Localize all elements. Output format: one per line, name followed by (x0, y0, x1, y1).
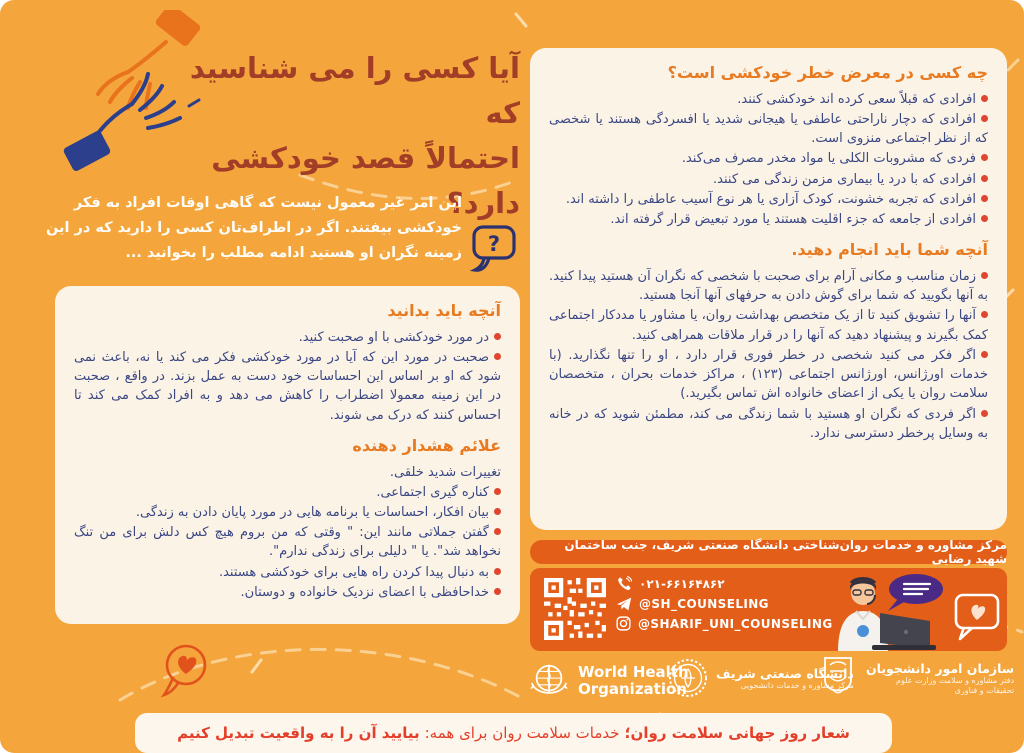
section-heading-know: آنچه باید بدانید (387, 301, 501, 320)
phone-icon (616, 576, 632, 592)
section-heading-risk: چه کسی در معرض خطر خودکشی است؟ (667, 63, 988, 82)
title-line-1: آیا کسی را می شناسید که (189, 51, 520, 130)
qr-code[interactable] (544, 578, 606, 640)
bullet-icon (494, 488, 501, 495)
bullet-icon (981, 175, 988, 182)
list-item: تغییرات شدید خلقی. (389, 464, 501, 480)
counseling-center-address: مرکز مشاوره و خدمات روان‌شناختی دانشگاه صنعتی شریف، جنب ساختمان شهید رضایی (530, 540, 1007, 564)
footer-slogan-tail: بیایید آن را به واقعیت تبدیل کنیم (177, 724, 420, 742)
bullet-icon (981, 410, 988, 417)
heart-speech-bubble-icon (158, 641, 212, 701)
sharif-logo-text: دانشگاه صنعتی شریف مرکز مشاوره و خدمات دانشجویی (716, 665, 854, 690)
bullet-icon (981, 215, 988, 222)
bullet-icon (981, 95, 988, 102)
bullet-icon (494, 353, 501, 360)
instagram-handle: @SHARIF_UNI_COUNSELING (638, 616, 833, 631)
list-item: افرادی که قبلاً سعی کرده اند خودکشی کنند. (549, 90, 988, 109)
student-affairs-emblem-icon (818, 655, 858, 701)
question-bubble-icon (469, 220, 519, 274)
bullet-icon (494, 588, 501, 595)
svg-text:?: ? (487, 232, 501, 256)
bullet-icon (981, 351, 988, 358)
list-item: افرادی که دچار ناراحتی عاطفی یا هیجانی شدید یا افسردگی هستند یا شخصی که از نظر اجتماعی منزوی است. (549, 111, 988, 147)
bullet-icon (494, 508, 501, 515)
who-emblem-icon (528, 660, 570, 702)
section-heading-what-to-do: آنچه شما باید انجام دهید. (791, 240, 988, 260)
footer-slogan-bar (135, 713, 892, 753)
list-item: فردی که مشروبات الکلی یا مواد مخدر مصرف می‌کند. (549, 149, 988, 168)
phone-row[interactable] (616, 576, 833, 592)
bullet-icon (981, 115, 988, 122)
section-heading-warning-signs: علائم هشدار دهنده (352, 435, 501, 455)
list-item: به دنبال پیدا کردن راه هایی برای خودکشی هستند. (74, 563, 501, 582)
student-affairs-logo-text: سازمان امور دانشجویان دفتر مشاوره و سلامت وزارت علوم تحقیقات و فناوری (866, 660, 1015, 695)
list-item: زمان مناسب و مکانی آرام برای صحبت با شخصی که نگران آن هستید پیدا کنید. به آنها بگویید که شما برای گوش دادن به حرفهای آنها آنجا هستید. (549, 268, 988, 304)
instagram-row[interactable] (616, 616, 833, 631)
list-item: افرادی که تجربه خشونت، کودک آزاری یا هر نوع آسیب عاطفی را داشته اند. (549, 190, 988, 209)
list-item: اگر فردی که نگران او هستید با شما زندگی می کند، مطمئن شوید که در خانه به وسایل پرخطر دسترسی ندارد. (549, 406, 988, 441)
who-logo (528, 660, 689, 702)
contact-box (530, 568, 1007, 651)
phone-number: ۰۲۱-۶۶۱۶۴۸۶۲ (639, 577, 725, 591)
intro-paragraph: این امر غیر معمول نیست که گاهی اوقات افراد به فکر خودکشی بیفتند. اگر در اطراف‌تان کسی را دارید که در این زمینه نگران او هستید ادامه مطلب را بخوانید ... (45, 195, 462, 261)
footer-slogan-middle: خدمات سلامت روان برای همه: (424, 724, 620, 742)
bullet-icon (494, 568, 501, 575)
list-item: در مورد خودکشی با او صحبت کنید. (74, 328, 501, 347)
bullet-icon (981, 272, 988, 279)
student-affairs-logo (818, 655, 1014, 701)
bullet-icon (981, 195, 988, 202)
telegram-icon (616, 596, 632, 612)
bullet-icon (494, 333, 501, 340)
sharif-emblem-icon (668, 658, 708, 698)
telegram-handle: @SH_COUNSELING (639, 597, 769, 611)
who-is-at-risk-card (530, 48, 1007, 530)
list-item: آنها را تشویق کنید تا از یک متخصص بهداشت روان، یا مشاور یا مددکار اجتماعی کمک بگیرند و پیشنهاد دهید که آنها را در قرار ملاقات همراهی کنید. (549, 308, 988, 343)
list-item: گفتن جملاتی مانند این: " وقتی که من بروم هیچ کس دلش برای من تنگ نخواهد شد". یا " دلیلی برای زندگی ندارم". (74, 525, 501, 560)
bullet-icon (981, 154, 988, 161)
list-item: افرادی که با درد یا بیماری مزمن زندگی می کنند. (549, 170, 988, 189)
bullet-icon (981, 311, 988, 318)
footer-slogan-lead: شعار روز جهانی سلامت روان؛ (624, 724, 850, 742)
title-line-2: احتمالاً قصد خودکشی دارد؟ (211, 140, 520, 220)
list-item: کناره گیری اجتماعی. (74, 483, 501, 502)
counselor-at-laptop-illustration (818, 571, 1003, 651)
contact-rows (616, 576, 833, 631)
list-item: خداحافظی با اعضای نزدیک خانواده و دوستان. (74, 583, 501, 602)
telegram-row[interactable] (616, 596, 833, 612)
bullet-icon (494, 528, 501, 535)
list-item: صحبت در مورد این که آیا در مورد خودکشی فکر می کند یا نه، باعث نمی شود که او بر اساس این احساسات خود دست به عمل بزند. در واقع ، صحبت در این زمینه معمولا اضطراب را کاهش می دهد و به افراد کمک می کند تا احساس کنند که درک می شوند. (74, 349, 501, 423)
list-item: افرادی از جامعه که جزء اقلیت هستند یا مورد تبعیض قرار گرفته اند. (549, 210, 988, 229)
list-item: اگر فکر می کنید شخصی در خطر فوری قرار دارد ، او را تنها نگذارید. (با خدمات اورژانس، اورژانس اجتماعی (۱۲۳) ، مراکز خدمات بحران ، متخصصان سلامت روان یا یکی از اعضای خانواده اش تماس بگیرید.) (549, 347, 988, 402)
who-logo-text: World Health Organization (578, 663, 689, 698)
what-to-know-card (55, 286, 520, 624)
instagram-icon (616, 616, 631, 631)
list-item: بیان افکار، احساسات یا برنامه هایی در مورد پایان دادن به زندگی. (74, 503, 501, 522)
